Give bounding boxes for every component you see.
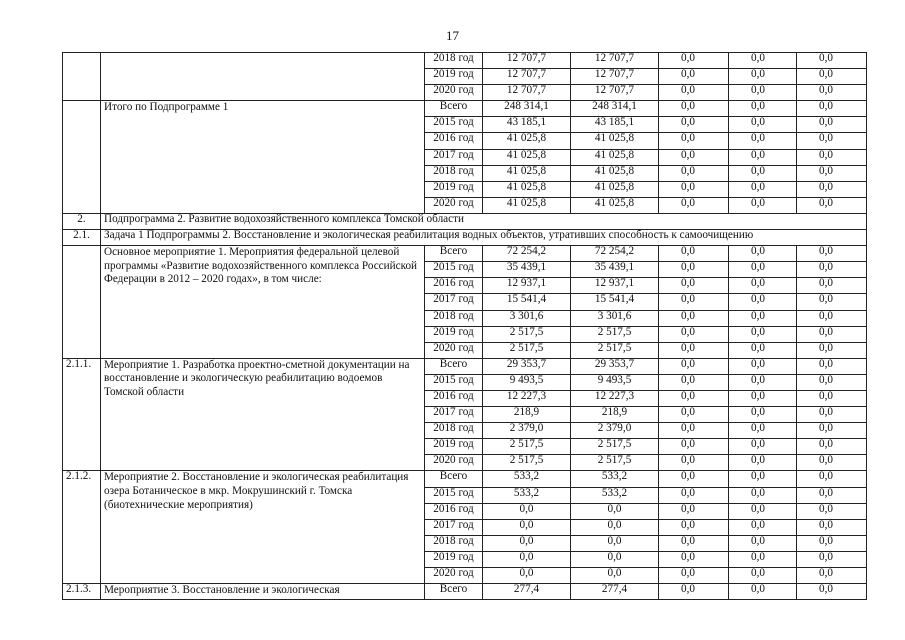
section-heading-row <box>63 213 867 229</box>
value-cell: 0,0 <box>659 551 729 567</box>
value-cell: 72 254,2 <box>571 246 659 262</box>
value-cell: 0,0 <box>659 133 729 149</box>
value-cell: 0,0 <box>659 326 729 342</box>
period-cell: 2020 год <box>425 455 483 471</box>
value-cell: 41 025,8 <box>571 197 659 213</box>
value-cell: 0,0 <box>659 310 729 326</box>
value-cell: 0,0 <box>797 423 867 439</box>
activity-name: Мероприятие 3. Восстановление и экологическая <box>101 584 425 600</box>
value-cell: 0,0 <box>797 455 867 471</box>
value-cell: 0,0 <box>483 503 571 519</box>
value-cell: 0,0 <box>659 181 729 197</box>
value-cell: 0,0 <box>659 439 729 455</box>
value-cell: 0,0 <box>729 584 797 600</box>
value-cell: 0,0 <box>729 197 797 213</box>
period-cell: 2020 год <box>425 85 483 101</box>
value-cell: 12 707,7 <box>571 69 659 85</box>
period-cell: 2019 год <box>425 551 483 567</box>
table-row <box>63 358 867 374</box>
activity-name: Итого по Подпрограмме 1 <box>101 101 425 214</box>
value-cell: 0,0 <box>729 390 797 406</box>
value-cell: 0,0 <box>797 53 867 69</box>
value-cell: 0,0 <box>729 101 797 117</box>
value-cell: 12 707,7 <box>571 85 659 101</box>
value-cell: 12 707,7 <box>483 69 571 85</box>
value-cell: 0,0 <box>797 374 867 390</box>
row-number: 2.1.3. <box>63 584 101 600</box>
value-cell: 0,0 <box>659 294 729 310</box>
period-cell: 2016 год <box>425 503 483 519</box>
value-cell: 0,0 <box>729 503 797 519</box>
period-cell: 2016 год <box>425 278 483 294</box>
period-cell: 2015 год <box>425 262 483 278</box>
value-cell: 0,0 <box>659 519 729 535</box>
period-cell: 2017 год <box>425 149 483 165</box>
value-cell: 0,0 <box>659 165 729 181</box>
value-cell: 41 025,8 <box>571 165 659 181</box>
value-cell: 0,0 <box>729 519 797 535</box>
value-cell: 0,0 <box>659 407 729 423</box>
value-cell: 0,0 <box>797 197 867 213</box>
row-number: 2.1.2. <box>63 471 101 584</box>
value-cell: 35 439,1 <box>571 262 659 278</box>
page-number: 17 <box>446 28 459 43</box>
value-cell: 0,0 <box>483 535 571 551</box>
value-cell: 0,0 <box>729 551 797 567</box>
value-cell: 0,0 <box>729 358 797 374</box>
value-cell: 0,0 <box>729 294 797 310</box>
value-cell: 0,0 <box>729 455 797 471</box>
period-cell: 2018 год <box>425 423 483 439</box>
value-cell: 3 301,6 <box>483 310 571 326</box>
value-cell: 2 517,5 <box>571 455 659 471</box>
value-cell: 0,0 <box>797 117 867 133</box>
value-cell: 0,0 <box>729 423 797 439</box>
value-cell: 0,0 <box>729 374 797 390</box>
value-cell: 2 517,5 <box>483 326 571 342</box>
value-cell: 2 379,0 <box>571 423 659 439</box>
value-cell: 0,0 <box>729 568 797 584</box>
value-cell: 0,0 <box>483 568 571 584</box>
value-cell: 0,0 <box>797 181 867 197</box>
value-cell: 15 541,4 <box>483 294 571 310</box>
value-cell: 0,0 <box>797 568 867 584</box>
period-cell: 2020 год <box>425 342 483 358</box>
value-cell: 0,0 <box>483 519 571 535</box>
value-cell: 0,0 <box>571 551 659 567</box>
value-cell: 0,0 <box>729 85 797 101</box>
activity-name: Мероприятие 1. Разработка проектно-сметной документации на восстановление и экологическую реабилитацию водоемов Томской области <box>101 358 425 471</box>
value-cell: 41 025,8 <box>483 197 571 213</box>
value-cell: 533,2 <box>571 471 659 487</box>
value-cell: 2 517,5 <box>483 342 571 358</box>
period-cell: 2017 год <box>425 519 483 535</box>
period-cell: 2018 год <box>425 53 483 69</box>
section-heading: Подпрограмма 2. Развитие водохозяйственного комплекса Томской области <box>101 213 867 229</box>
value-cell: 0,0 <box>659 471 729 487</box>
value-cell: 0,0 <box>659 455 729 471</box>
value-cell: 218,9 <box>483 407 571 423</box>
value-cell: 277,4 <box>483 584 571 600</box>
period-cell: 2019 год <box>425 326 483 342</box>
value-cell: 41 025,8 <box>483 133 571 149</box>
period-cell: 2020 год <box>425 568 483 584</box>
period-cell: Всего <box>425 246 483 262</box>
value-cell: 12 937,1 <box>571 278 659 294</box>
value-cell: 72 254,2 <box>483 246 571 262</box>
period-cell: 2019 год <box>425 69 483 85</box>
value-cell: 0,0 <box>797 149 867 165</box>
value-cell: 0,0 <box>729 133 797 149</box>
value-cell: 218,9 <box>571 407 659 423</box>
table-row <box>63 584 867 600</box>
value-cell: 0,0 <box>729 246 797 262</box>
period-cell: 2016 год <box>425 390 483 406</box>
value-cell: 2 517,5 <box>483 455 571 471</box>
value-cell: 0,0 <box>797 278 867 294</box>
period-cell: 2015 год <box>425 117 483 133</box>
value-cell: 0,0 <box>659 117 729 133</box>
value-cell: 41 025,8 <box>483 165 571 181</box>
period-cell: 2020 год <box>425 197 483 213</box>
value-cell: 15 541,4 <box>571 294 659 310</box>
value-cell: 43 185,1 <box>483 117 571 133</box>
value-cell: 0,0 <box>729 326 797 342</box>
value-cell: 0,0 <box>729 149 797 165</box>
value-cell: 0,0 <box>729 53 797 69</box>
value-cell: 41 025,8 <box>483 181 571 197</box>
period-cell: 2018 год <box>425 310 483 326</box>
value-cell: 0,0 <box>729 342 797 358</box>
value-cell: 0,0 <box>659 503 729 519</box>
value-cell: 0,0 <box>659 342 729 358</box>
activity-name: Мероприятие 2. Восстановление и экологическая реабилитация озера Ботаническое в мкр. Мокрушинский г. Томска (биотехнические мероприятия) <box>101 471 425 584</box>
value-cell: 0,0 <box>729 487 797 503</box>
activity-name: Основное мероприятие 1. Мероприятия федеральной целевой программы «Развитие водохозяйственного комплекса Российской Федерации в 2012 – 2020 годах», в том числе: <box>101 246 425 359</box>
value-cell: 0,0 <box>797 471 867 487</box>
value-cell: 0,0 <box>659 149 729 165</box>
value-cell: 248 314,1 <box>483 101 571 117</box>
row-number <box>63 246 101 359</box>
value-cell: 0,0 <box>797 487 867 503</box>
value-cell: 0,0 <box>797 551 867 567</box>
period-cell: 2019 год <box>425 439 483 455</box>
period-cell: Всего <box>425 101 483 117</box>
table-row <box>63 471 867 487</box>
value-cell: 41 025,8 <box>571 181 659 197</box>
value-cell: 2 379,0 <box>483 423 571 439</box>
value-cell: 0,0 <box>659 85 729 101</box>
period-cell: 2016 год <box>425 133 483 149</box>
value-cell: 2 517,5 <box>483 439 571 455</box>
section-heading: Задача 1 Подпрограммы 2. Восстановление и экологическая реабилитация водных объектов, утративших способность к самоочищению <box>101 230 867 246</box>
period-cell: 2017 год <box>425 407 483 423</box>
value-cell: 0,0 <box>729 69 797 85</box>
value-cell: 12 707,7 <box>483 53 571 69</box>
value-cell: 0,0 <box>659 568 729 584</box>
value-cell: 41 025,8 <box>571 133 659 149</box>
row-number <box>63 53 101 101</box>
value-cell: 9 493,5 <box>571 374 659 390</box>
row-number: 2.1.1. <box>63 358 101 471</box>
period-cell: 2015 год <box>425 374 483 390</box>
value-cell: 0,0 <box>659 101 729 117</box>
period-cell: 2019 год <box>425 181 483 197</box>
value-cell: 0,0 <box>729 117 797 133</box>
value-cell: 41 025,8 <box>571 149 659 165</box>
value-cell: 0,0 <box>797 407 867 423</box>
budget-table <box>62 52 867 600</box>
value-cell: 0,0 <box>659 584 729 600</box>
value-cell: 0,0 <box>797 342 867 358</box>
value-cell: 12 707,7 <box>483 85 571 101</box>
value-cell: 0,0 <box>571 535 659 551</box>
value-cell: 12 227,3 <box>483 390 571 406</box>
section-heading-row <box>63 230 867 246</box>
value-cell: 0,0 <box>797 584 867 600</box>
value-cell: 0,0 <box>797 326 867 342</box>
value-cell: 248 314,1 <box>571 101 659 117</box>
value-cell: 0,0 <box>659 278 729 294</box>
value-cell: 0,0 <box>729 262 797 278</box>
table-row <box>63 101 867 117</box>
value-cell: 0,0 <box>797 358 867 374</box>
value-cell: 35 439,1 <box>483 262 571 278</box>
value-cell: 0,0 <box>797 310 867 326</box>
value-cell: 0,0 <box>659 69 729 85</box>
value-cell: 0,0 <box>659 197 729 213</box>
value-cell: 0,0 <box>729 439 797 455</box>
value-cell: 0,0 <box>797 133 867 149</box>
value-cell: 533,2 <box>571 487 659 503</box>
period-cell: 2015 год <box>425 487 483 503</box>
row-number: 2. <box>63 213 101 229</box>
activity-name <box>101 53 425 101</box>
value-cell: 533,2 <box>483 471 571 487</box>
value-cell: 0,0 <box>659 535 729 551</box>
value-cell: 0,0 <box>729 165 797 181</box>
row-number: 2.1. <box>63 230 101 246</box>
value-cell: 0,0 <box>729 471 797 487</box>
value-cell: 0,0 <box>729 181 797 197</box>
value-cell: 533,2 <box>483 487 571 503</box>
value-cell: 0,0 <box>659 423 729 439</box>
value-cell: 43 185,1 <box>571 117 659 133</box>
value-cell: 0,0 <box>659 374 729 390</box>
value-cell: 0,0 <box>797 165 867 181</box>
value-cell: 41 025,8 <box>483 149 571 165</box>
value-cell: 0,0 <box>797 439 867 455</box>
value-cell: 0,0 <box>797 390 867 406</box>
value-cell: 0,0 <box>571 519 659 535</box>
value-cell: 0,0 <box>797 535 867 551</box>
value-cell: 29 353,7 <box>571 358 659 374</box>
period-cell: Всего <box>425 584 483 600</box>
period-cell: 2018 год <box>425 165 483 181</box>
value-cell: 12 227,3 <box>571 390 659 406</box>
table-row <box>63 246 867 262</box>
value-cell: 277,4 <box>571 584 659 600</box>
value-cell: 0,0 <box>797 69 867 85</box>
period-cell: 2017 год <box>425 294 483 310</box>
value-cell: 12 707,7 <box>571 53 659 69</box>
value-cell: 0,0 <box>659 246 729 262</box>
value-cell: 0,0 <box>659 487 729 503</box>
value-cell: 0,0 <box>571 568 659 584</box>
value-cell: 3 301,6 <box>571 310 659 326</box>
value-cell: 0,0 <box>797 85 867 101</box>
value-cell: 0,0 <box>483 551 571 567</box>
value-cell: 0,0 <box>797 503 867 519</box>
table-row <box>63 53 867 69</box>
value-cell: 0,0 <box>797 519 867 535</box>
period-cell: Всего <box>425 358 483 374</box>
value-cell: 0,0 <box>797 101 867 117</box>
value-cell: 0,0 <box>729 278 797 294</box>
value-cell: 2 517,5 <box>571 326 659 342</box>
value-cell: 0,0 <box>797 294 867 310</box>
row-number <box>63 101 101 214</box>
value-cell: 0,0 <box>729 535 797 551</box>
value-cell: 0,0 <box>797 246 867 262</box>
period-cell: 2018 год <box>425 535 483 551</box>
value-cell: 0,0 <box>571 503 659 519</box>
value-cell: 9 493,5 <box>483 374 571 390</box>
value-cell: 12 937,1 <box>483 278 571 294</box>
value-cell: 0,0 <box>659 358 729 374</box>
value-cell: 2 517,5 <box>571 342 659 358</box>
value-cell: 0,0 <box>659 53 729 69</box>
value-cell: 29 353,7 <box>483 358 571 374</box>
value-cell: 0,0 <box>729 407 797 423</box>
value-cell: 0,0 <box>659 262 729 278</box>
period-cell: Всего <box>425 471 483 487</box>
value-cell: 0,0 <box>659 390 729 406</box>
value-cell: 0,0 <box>729 310 797 326</box>
value-cell: 0,0 <box>797 262 867 278</box>
value-cell: 2 517,5 <box>571 439 659 455</box>
